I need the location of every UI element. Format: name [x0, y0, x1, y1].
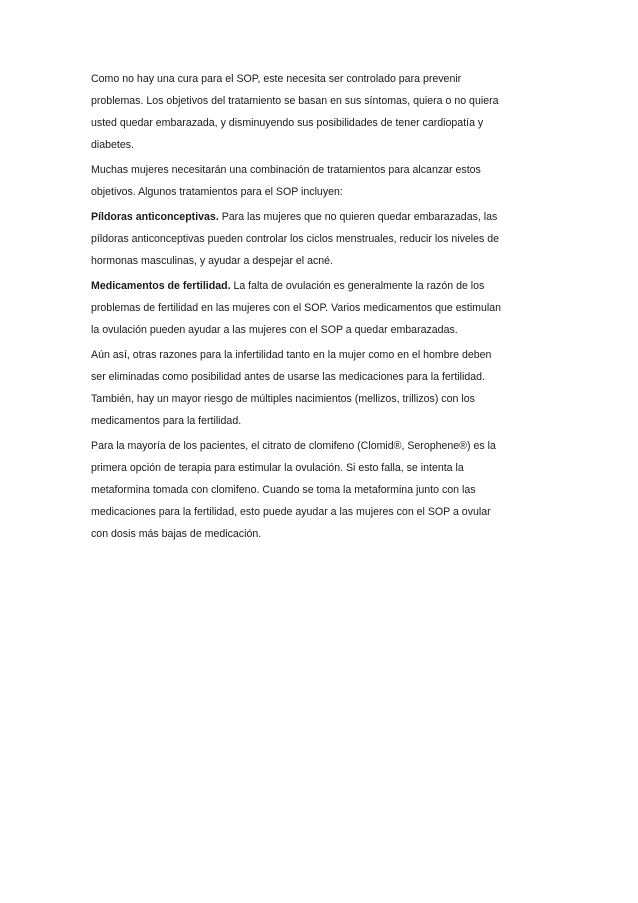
- paragraph-fertility-drugs: [91, 279, 551, 345]
- text-line: objetivos. Algunos tratamientos para el SOP incluyen:: [91, 186, 343, 198]
- text-line: Para la mayoría de los pacientes, el citrato de clomifeno (Clomid®, Serophene®) es la: [91, 440, 496, 452]
- text-line: usted quedar embarazada, y disminuyendo sus posibilidades de tener cardiopatía y: [91, 117, 484, 129]
- text-line: Como no hay una cura para el SOP, este necesita ser controlado para prevenir: [91, 73, 462, 85]
- text-line: medicaciones para la fertilidad, esto puede ayudar a las mujeres con el SOP a ovular: [91, 506, 491, 518]
- paragraph-birth-control: [91, 210, 551, 276]
- text-line: Muchas mujeres necesitarán una combinación de tratamientos para alcanzar estos: [91, 164, 481, 176]
- text-line: diabetes.: [91, 139, 134, 151]
- text-line: medicamentos para la fertilidad.: [91, 415, 242, 427]
- text-line: problemas de fertilidad en las mujeres con el SOP. Varios medicamentos que estimulan: [91, 302, 502, 314]
- text-line: ser eliminadas como posibilidad antes de usarse las medicaciones para la fertilidad.: [91, 371, 485, 383]
- text-line: Aún así, otras razones para la infertilidad tanto en la mujer como en el hombre deben: [91, 349, 492, 361]
- paragraph-clomiphene: [91, 439, 551, 549]
- bold-heading: Medicamentos de fertilidad.: [91, 280, 231, 292]
- line-text: Para las mujeres que no quieren quedar embarazadas, las: [218, 211, 498, 223]
- text-line: con dosis más bajas de medicación.: [91, 528, 262, 540]
- bold-heading: Píldoras anticonceptivas.: [91, 211, 219, 223]
- paragraph-combination: [91, 163, 551, 207]
- text-line: problemas. Los objetivos del tratamiento se basan en sus síntomas, quiera o no quiera: [91, 95, 499, 107]
- paragraph-infertility-reasons: [91, 348, 551, 436]
- text-line: También, hay un mayor riesgo de múltiples nacimientos (mellizos, trillizos) con los: [91, 393, 475, 405]
- document-page: [91, 72, 551, 549]
- paragraph-intro: [91, 72, 551, 160]
- text-line: [91, 210, 551, 232]
- text-line: [91, 279, 551, 301]
- text-line: metaformina tomada con clomifeno. Cuando se toma la metaformina junto con las: [91, 484, 476, 496]
- text-line: la ovulación pueden ayudar a las mujeres con el SOP a quedar embarazadas.: [91, 324, 458, 336]
- line-text: La falta de ovulación es generalmente la razón de los: [230, 280, 485, 292]
- text-line: hormonas masculinas, y ayudar a despejar el acné.: [91, 255, 334, 267]
- text-line: primera opción de terapia para estimular la ovulación. Si esto falla, se intenta la: [91, 462, 464, 474]
- text-line: píldoras anticonceptivas pueden controlar los ciclos menstruales, reducir los niveles de: [91, 233, 500, 245]
